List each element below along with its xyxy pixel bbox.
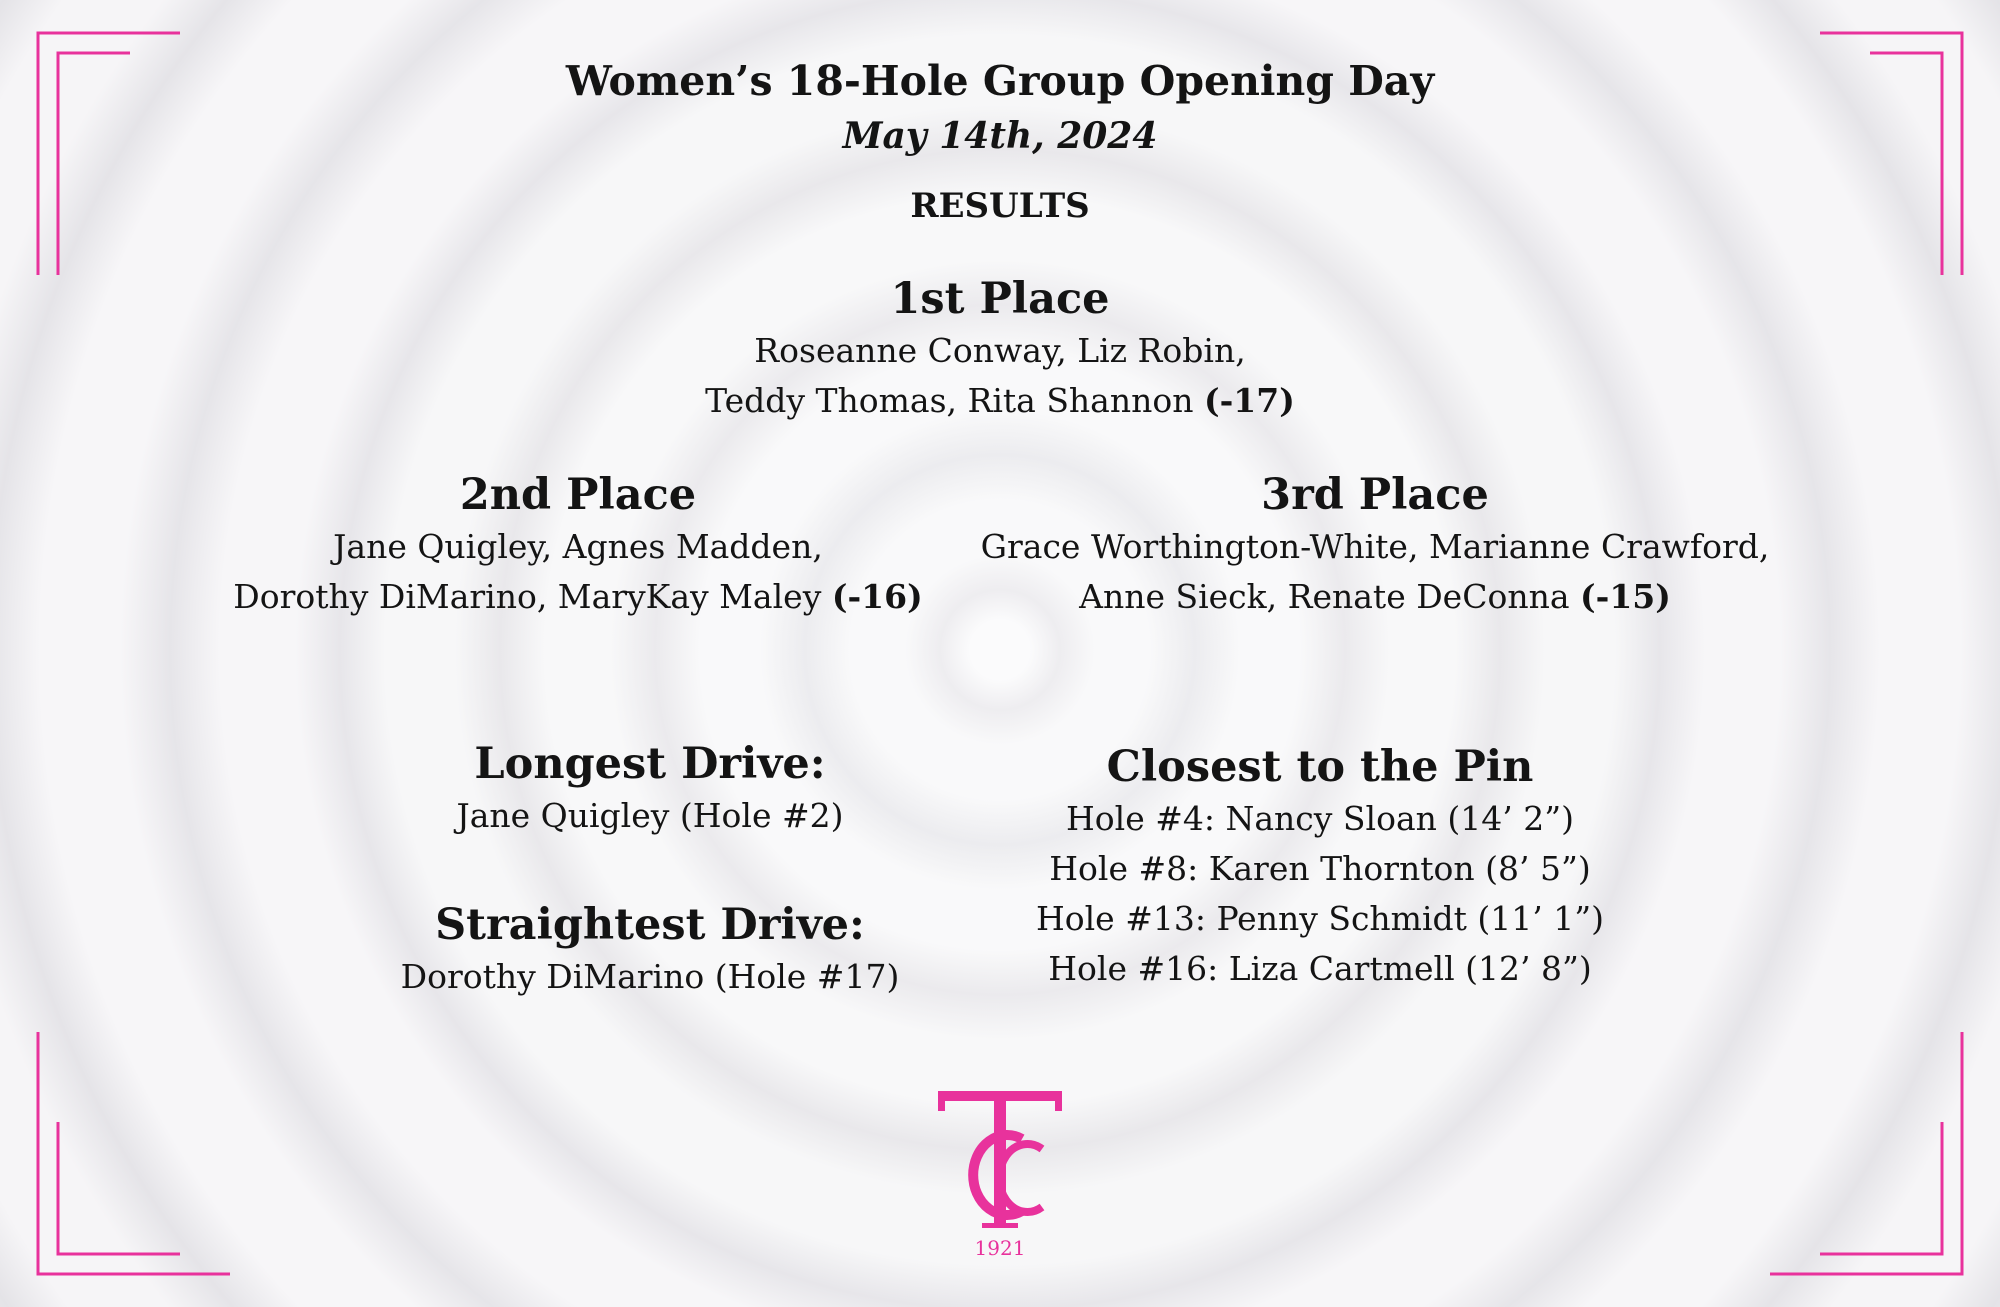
second-place-team-line-1: Jane Quigley, Agnes Madden, xyxy=(333,527,823,566)
second-place-score: (-16) xyxy=(831,577,923,616)
straightest-drive-section xyxy=(300,898,1000,1002)
event-date: May 14th, 2024 xyxy=(842,115,1158,157)
first-place-names: Teddy Thomas, Rita Shannon xyxy=(705,381,1194,420)
first-place-section xyxy=(560,272,1440,426)
results-heading: RESULTS xyxy=(910,186,1090,226)
longest-drive-heading: Longest Drive: xyxy=(474,739,826,789)
club-logo xyxy=(930,1085,1070,1260)
second-place-section xyxy=(178,468,978,622)
third-place-team-line-1: Grace Worthington-White, Marianne Crawford, xyxy=(980,527,1770,566)
straightest-drive-heading: Straightest Drive: xyxy=(435,900,865,950)
closest-to-pin-section xyxy=(950,740,1690,994)
first-place-heading: 1st Place xyxy=(890,274,1110,324)
third-place-score: (-15) xyxy=(1580,577,1671,616)
first-place-team-line-1: Roseanne Conway, Liz Robin, xyxy=(754,331,1246,370)
logo-year: 1921 xyxy=(974,1236,1026,1260)
second-place-team-line-2 xyxy=(178,572,978,622)
closest-to-pin-entry: Hole #8: Karen Thornton (8’ 5”) xyxy=(1049,849,1591,888)
second-place-heading: 2nd Place xyxy=(459,470,697,520)
first-place-score: (-17) xyxy=(1204,381,1295,420)
first-place-team-line-2 xyxy=(560,376,1440,426)
longest-drive-winner: Jane Quigley (Hole #2) xyxy=(456,796,844,835)
third-place-names: Anne Sieck, Renate DeConna xyxy=(1079,577,1570,616)
closest-to-pin-entry: Hole #16: Liza Cartmell (12’ 8”) xyxy=(1048,949,1592,988)
page-title: Women’s 18-Hole Group Opening Day xyxy=(565,57,1435,105)
third-place-section xyxy=(930,468,1820,622)
third-place-heading: 3rd Place xyxy=(1261,470,1489,520)
longest-drive-section xyxy=(300,737,1000,841)
closest-to-pin-entry: Hole #4: Nancy Sloan (14’ 2”) xyxy=(1066,799,1574,838)
closest-to-pin-heading: Closest to the Pin xyxy=(1106,742,1534,792)
second-place-names: Dorothy DiMarino, MaryKay Maley xyxy=(233,577,822,616)
third-place-team-line-2 xyxy=(930,572,1820,622)
closest-to-pin-entry: Hole #13: Penny Schmidt (11’ 1”) xyxy=(1035,899,1604,938)
corner-ornament-bottom-right xyxy=(1770,1022,1970,1282)
straightest-drive-winner: Dorothy DiMarino (Hole #17) xyxy=(400,957,900,996)
corner-ornament-bottom-left xyxy=(30,1022,230,1282)
